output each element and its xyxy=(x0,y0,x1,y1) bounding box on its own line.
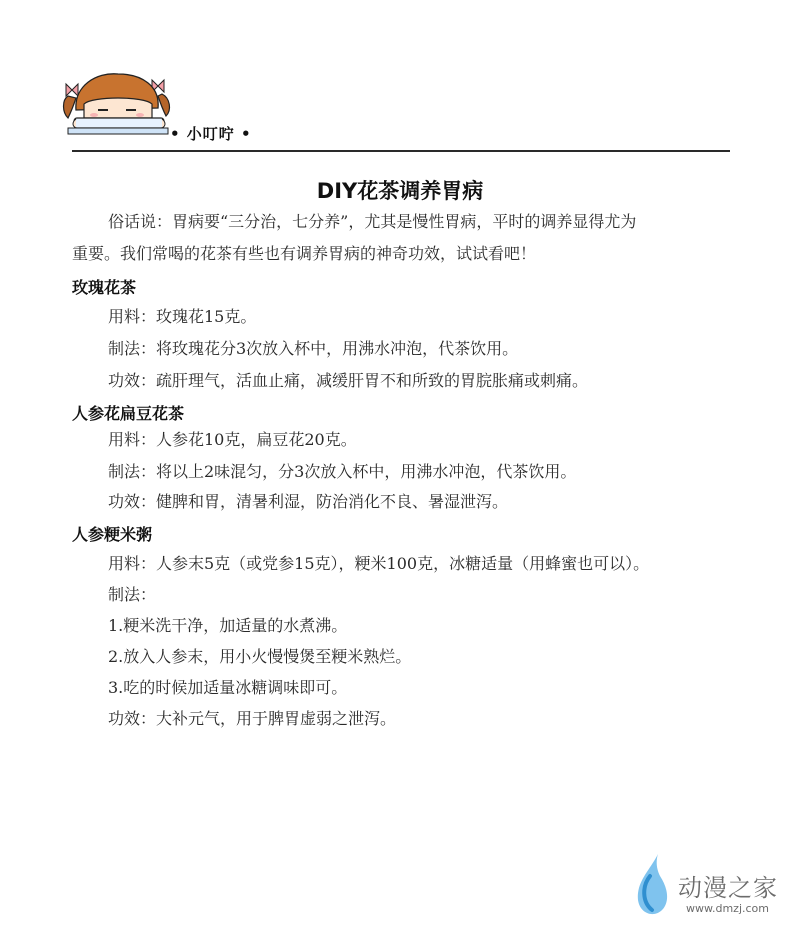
recipe-step: 2.放入人参末，用小火慢慢煲至粳米熟烂。 xyxy=(108,647,412,666)
recipe-line: 制法：将以上2味混匀，分3次放入杯中，用沸水冲泡，代茶饮用。 xyxy=(108,462,577,481)
recipe-line: 功效：健脾和胃，清暑利湿，防治消化不良、暑湿泄泻。 xyxy=(108,492,509,511)
watermark-name: 动漫之家 xyxy=(678,874,778,902)
cartoon-girl-illustration xyxy=(62,66,174,146)
intro-text: 重要。我们常喝的花茶有些也有调养胃病的神奇功效，试试看吧！ xyxy=(72,244,537,263)
recipe-line: 用料：人参花10克，扁豆花20克。 xyxy=(108,430,357,449)
section-heading: 人参花扁豆花茶 xyxy=(72,404,185,423)
header-divider xyxy=(72,150,730,152)
recipe-step: 3.吃的时候加适量冰糖调味即可。 xyxy=(108,678,348,697)
recipe-line: 功效：疏肝理气，活血止痛，减缓肝胃不和所致的胃脘胀痛或刺痛。 xyxy=(108,371,589,390)
water-drop-logo-icon xyxy=(628,852,672,920)
intro-text: 俗话说：胃病要“三分治，七分养”，尤其是慢性胃病，平时的调养显得尤为 xyxy=(108,212,637,231)
site-watermark xyxy=(628,852,798,922)
recipe-step: 1.粳米洗干净，加适量的水煮沸。 xyxy=(108,616,348,635)
article-title: DIY花茶调养胃病 xyxy=(316,179,484,203)
recipe-line: 用料：人参末5克（或党参15克），粳米100克，冰糖适量（用蜂蜜也可以）。 xyxy=(108,554,650,573)
recipe-line: 制法：将玫瑰花分3次放入杯中，用沸水冲泡，代茶饮用。 xyxy=(108,339,519,358)
watermark-url: www.dmzj.com xyxy=(686,902,769,915)
header-tag: • 小叮咛 • xyxy=(170,125,252,143)
recipe-line: 功效：大补元气，用于脾胃虚弱之泄泻。 xyxy=(108,709,397,728)
recipe-line: 用料：玫瑰花15克。 xyxy=(108,307,257,326)
section-heading: 玫瑰花茶 xyxy=(72,278,137,297)
page-header xyxy=(62,66,730,158)
recipe-line: 制法： xyxy=(108,585,157,604)
section-heading: 人参粳米粥 xyxy=(72,525,153,544)
